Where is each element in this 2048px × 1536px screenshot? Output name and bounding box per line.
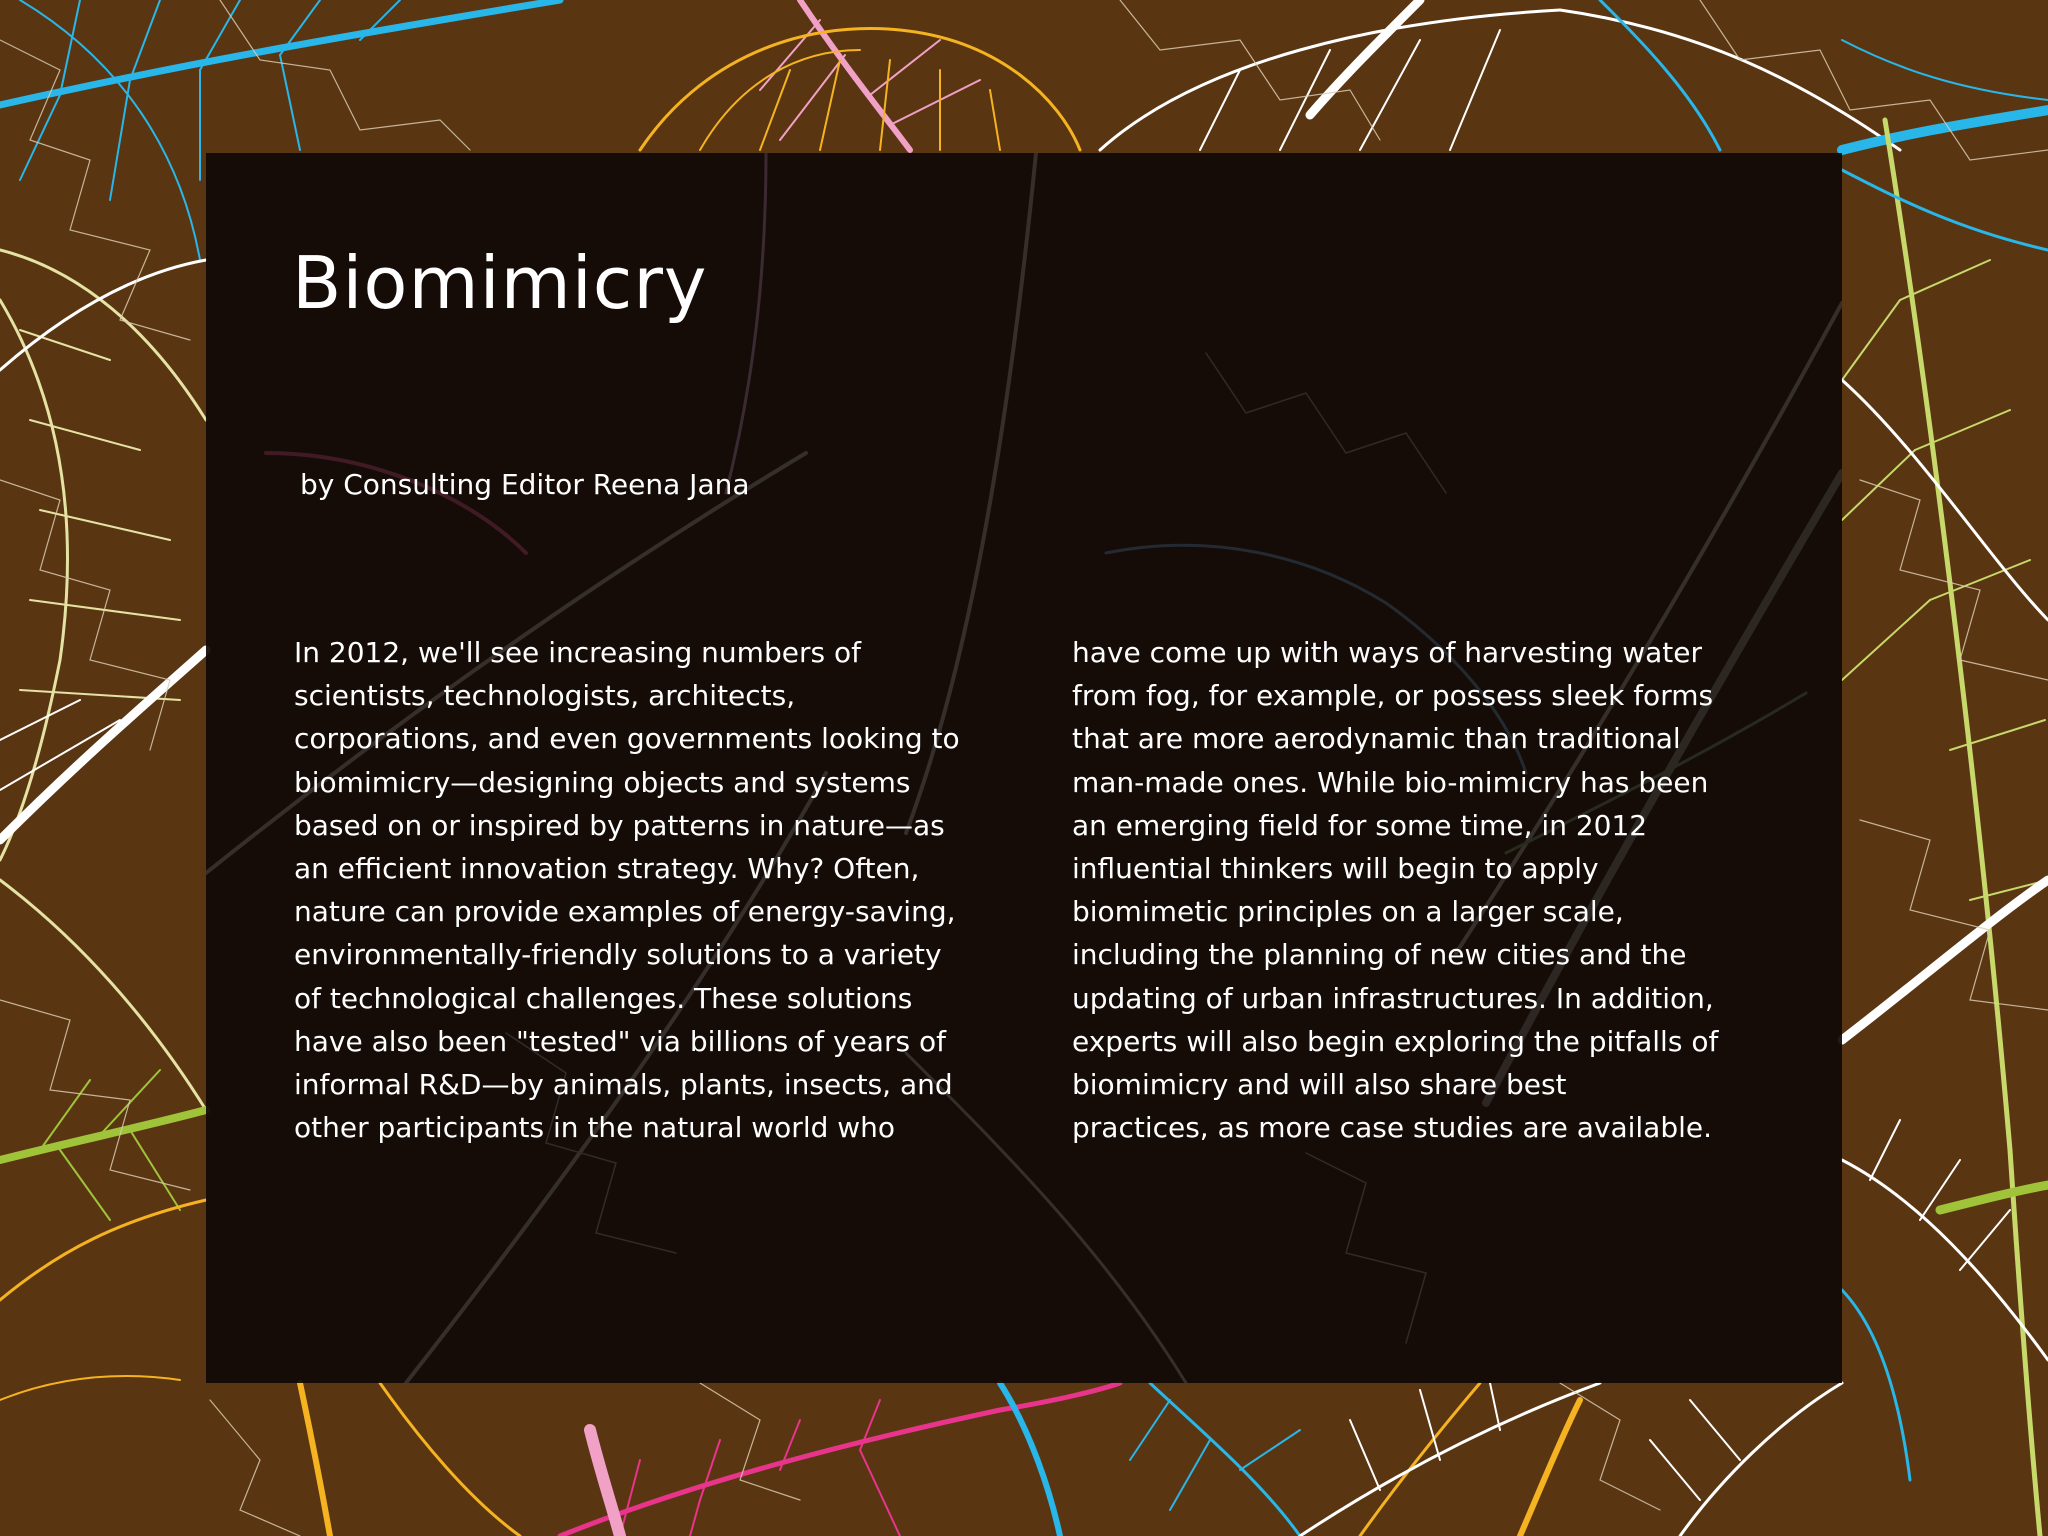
article-title: Biomimicry — [292, 241, 708, 325]
article-body-column-left: In 2012, we'll see increasing numbers of scientists, technologists, architects, corporations, and even governments looking to biomimicry—designing objects and systems based on or inspired by patterns in nature—as an efficient innovation strategy. Why? Often, nature can provide examples of energy-saving, environmentally-friendly solutions to a variety of technological challenges. These solutions have also been "tested" via billions of years of informal R&D—by animals, plants, insects, and other participants in the natural world who — [294, 636, 960, 1145]
article-body-column-right: have come up with ways of harvesting water from fog, for example, or possess sleek forms that are more aerodynamic than traditional man-made ones. While bio-mimicry has been an emerging field for some time, in 2012 influential thinkers will begin to apply biomimetic principles on a larger scale, including the planning of new cities and the updating of urban infrastructures. In addition, experts will also begin exploring the pitfalls of biomimicry and will also share best practices, as more case studies are available. — [1072, 636, 1719, 1145]
article-byline: by Consulting Editor Reena Jana — [300, 468, 750, 501]
article-panel — [206, 153, 1842, 1383]
